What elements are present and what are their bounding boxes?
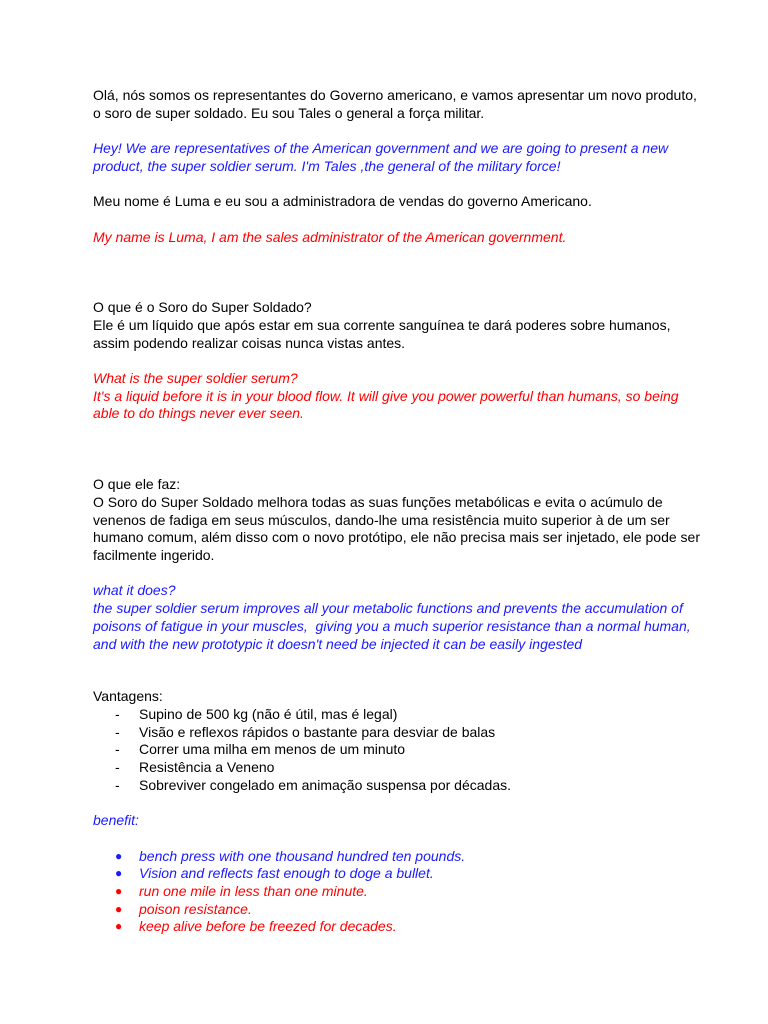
list-item-text: Sobreviver congelado em animação suspensa por décadas. <box>139 776 512 793</box>
what-is-answer-pt: Ele é um líquido que após estar em sua corrente sanguínea te dará poderes sobre humanos, assim podendo realizar coisas nunca vistas antes. <box>93 316 675 351</box>
bullet-marker: ● <box>115 919 123 934</box>
what-does-question-en: what it does? <box>93 582 176 599</box>
what-is-answer-en: It's a liquid before it is in your blood flow. It will give you power powerful than humans, so being able to do things never ever seen. <box>93 387 683 422</box>
list-item-text: Correr uma milha em menos de um minuto <box>139 741 406 758</box>
list-item <box>93 777 708 795</box>
list-item <box>93 741 708 759</box>
bullet-marker: ● <box>115 883 123 898</box>
what-does-answer-en: the super soldier serum improves all your metabolic functions and prevents the accumulation of poisons of fatigue in your muscles, giving you a much superior resistance than a normal human, and with the new prototypic it doesn't need be injected it can be easily ingested <box>93 600 695 652</box>
list-item <box>93 883 708 901</box>
intro-paragraph-pt: Olá, nós somos os representantes do Governo americano, e vamos apresentar um novo produto, o soro de super soldado. Eu sou Tales o general a força militar. <box>93 87 701 121</box>
benefit-heading-en: benefit: <box>93 812 139 829</box>
list-item <box>93 759 708 777</box>
what-is-question-pt: O que é o Soro do Super Soldado? <box>93 299 312 316</box>
luma-intro-en: My name is Luma, I am the sales administrator of the American government. <box>93 228 567 245</box>
advantages-list-pt <box>93 706 708 795</box>
list-item-text: Vision and reflects fast enough to doge a bullet. <box>139 865 434 882</box>
list-item-text: bench press with one thousand hundred ten pounds. <box>139 847 466 864</box>
list-item <box>93 706 708 724</box>
intro-paragraph-en: Hey! We are representatives of the American government and we are going to present a new product, the super soldier serum. I'm Tales ,the general of the military force! <box>93 140 672 174</box>
list-item-text: run one mile in less than one minute. <box>139 882 368 899</box>
list-item-text: Resistência a Veneno <box>139 759 275 776</box>
bullet-marker: ● <box>115 866 123 881</box>
list-item-text: poison resistance. <box>139 900 252 917</box>
list-item <box>93 918 708 936</box>
section-spacer <box>93 423 708 476</box>
benefit-list-en <box>93 848 708 937</box>
luma-intro-pt: Meu nome é Luma e eu sou a administradora de vendas do governo Americano. <box>93 193 592 210</box>
bullet-marker: ● <box>115 901 123 916</box>
list-item <box>93 865 708 883</box>
list-item-text: Visão e reflexos rápidos o bastante para desviar de balas <box>139 723 496 740</box>
dash-marker: - <box>115 705 120 722</box>
bullet-marker: ● <box>115 848 123 863</box>
what-does-question-pt: O que ele faz: <box>93 476 181 493</box>
list-item <box>93 901 708 919</box>
section-spacer <box>93 246 708 299</box>
what-does-answer-pt: O Soro do Super Soldado melhora todas as suas funções metabólicas e evita o acúmulo de venenos de fadiga em seus músculos, dando-lhe uma resistência muito superior à de um ser humano comum, além disso com o novo protótipo, ele não precisa mais ser injetado, ele pode ser facilmente ingerido. <box>93 493 704 563</box>
list-item-text: Supino de 500 kg (não é útil, mas é legal) <box>139 705 398 722</box>
list-item <box>93 848 708 866</box>
dash-marker: - <box>115 723 120 740</box>
list-item-text: keep alive before be freezed for decades. <box>139 918 397 935</box>
dash-marker: - <box>115 741 120 758</box>
dash-marker: - <box>115 759 120 776</box>
dash-marker: - <box>115 776 120 793</box>
list-item <box>93 724 708 742</box>
what-is-question-en: What is the super soldier serum? <box>93 370 298 387</box>
section-spacer <box>93 653 708 688</box>
advantages-heading-pt: Vantagens: <box>93 688 163 705</box>
section-spacer <box>93 794 708 812</box>
